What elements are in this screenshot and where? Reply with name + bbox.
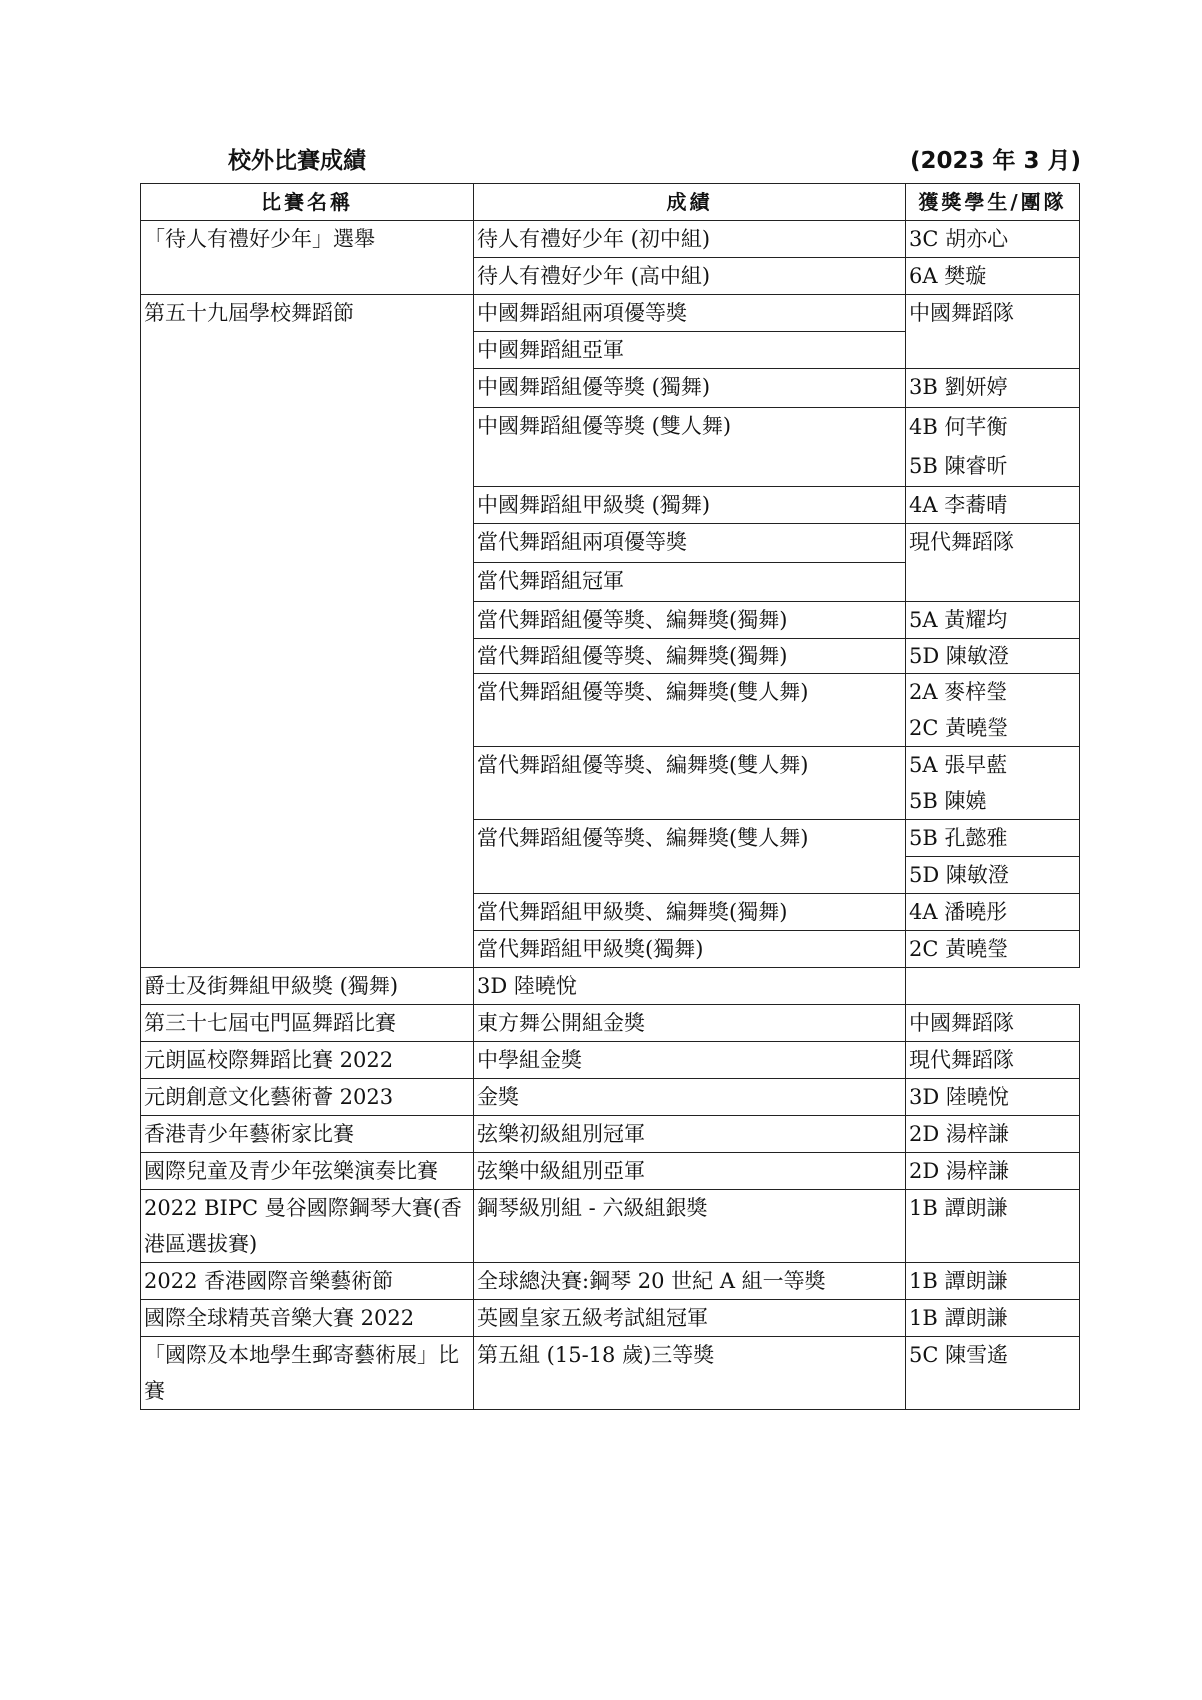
page-title: 校外比賽成績 [228, 148, 366, 174]
result-cell: 當代舞蹈組優等獎、編舞獎(雙人舞) [474, 820, 906, 894]
results-table [140, 183, 1080, 1410]
result-cell: 當代舞蹈組冠軍 [474, 563, 906, 602]
winner-cell: 3B 劉妍婷 [906, 369, 1080, 408]
winner-cell [906, 674, 1080, 747]
winner-cell: 中國舞蹈隊 [906, 295, 1080, 369]
result-cell: 中國舞蹈組優等獎 (獨舞) [474, 369, 906, 408]
table-row [141, 1263, 1080, 1300]
result-cell: 中學組金獎 [474, 1042, 906, 1079]
table-row [141, 1337, 1080, 1410]
competition-cell: 元朗區校際舞蹈比賽 2022 [141, 1042, 474, 1079]
winner-cell [906, 747, 1080, 820]
winner-name: 5B 陳嬈 [909, 789, 987, 813]
table-header-row [141, 184, 1080, 221]
result-cell: 中國舞蹈組優等獎 (雙人舞) [474, 408, 906, 487]
winner-cell: 現代舞蹈隊 [906, 524, 1080, 602]
winner-cell: 3D 陸曉悅 [906, 1079, 1080, 1116]
winner-cell: 現代舞蹈隊 [906, 1042, 1080, 1079]
result-cell: 中國舞蹈組甲級獎 (獨舞) [474, 487, 906, 524]
table-row [141, 1300, 1080, 1337]
competition-cell: 第三十七屆屯門區舞蹈比賽 [141, 1005, 474, 1042]
winner-cell: 1B 譚朗謙 [906, 1190, 1080, 1263]
competition-cell: 元朗創意文化藝術薈 2023 [141, 1079, 474, 1116]
winner-cell: 3D 陸曉悅 [474, 968, 906, 1005]
table-row [141, 1005, 1080, 1042]
result-cell: 全球總決賽:鋼琴 20 世紀 A 組一等獎 [474, 1263, 906, 1300]
result-cell: 金獎 [474, 1079, 906, 1116]
table-row [141, 221, 1080, 258]
winner-cell: 1B 譚朗謙 [906, 1300, 1080, 1337]
result-cell: 當代舞蹈組甲級獎、編舞獎(獨舞) [474, 894, 906, 931]
competition-cell: 2022 BIPC 曼谷國際鋼琴大賽(香港區選拔賽) [141, 1190, 474, 1263]
winner-cell: 5D 陳敏澄 [906, 639, 1080, 674]
winner-cell: 6A 樊璇 [906, 258, 1080, 295]
result-cell: 弦樂中級組別亞軍 [474, 1153, 906, 1190]
winner-name: 5A 張早藍 [909, 753, 1008, 777]
result-cell: 當代舞蹈組優等獎、編舞獎(雙人舞) [474, 747, 906, 820]
competition-cell: 「國際及本地學生郵寄藝術展」比賽 [141, 1337, 474, 1410]
table-row [141, 968, 1080, 1005]
winner-cell: 5A 黃耀均 [906, 602, 1080, 639]
winner-cell: 5C 陳雪遙 [906, 1337, 1080, 1410]
result-cell: 鋼琴級別組 - 六級組銀獎 [474, 1190, 906, 1263]
table-row [141, 1042, 1080, 1079]
result-cell: 第五組 (15-18 歲)三等獎 [474, 1337, 906, 1410]
winner-cell: 5D 陳敏澄 [906, 857, 1080, 894]
winner-cell: 2D 湯梓謙 [906, 1153, 1080, 1190]
result-cell: 英國皇家五級考試組冠軍 [474, 1300, 906, 1337]
result-cell: 待人有禮好少年 (初中組) [474, 221, 906, 258]
result-cell: 東方舞公開組金獎 [474, 1005, 906, 1042]
table-row [141, 1153, 1080, 1190]
competition-cell: 第五十九屆學校舞蹈節 [141, 295, 474, 968]
winner-cell: 4A 李蕎晴 [906, 487, 1080, 524]
result-cell: 當代舞蹈組優等獎、編舞獎(獨舞) [474, 602, 906, 639]
result-cell: 待人有禮好少年 (高中組) [474, 258, 906, 295]
column-header-winner: 獲獎學生/團隊 [906, 184, 1080, 221]
column-header-result: 成績 [474, 184, 906, 221]
column-header-competition: 比賽名稱 [141, 184, 474, 221]
result-cell: 當代舞蹈組兩項優等獎 [474, 524, 906, 563]
result-cell: 當代舞蹈組優等獎、編舞獎(獨舞) [474, 639, 906, 674]
result-cell: 當代舞蹈組優等獎、編舞獎(雙人舞) [474, 674, 906, 747]
winner-cell: 3C 胡亦心 [906, 221, 1080, 258]
result-cell: 爵士及街舞組甲級獎 (獨舞) [141, 968, 474, 1005]
competition-cell: 香港青少年藝術家比賽 [141, 1116, 474, 1153]
report-date: (2023 年 3 月) [910, 148, 1082, 174]
table-row [141, 1116, 1080, 1153]
winner-cell [906, 408, 1080, 487]
winner-cell: 中國舞蹈隊 [906, 1005, 1080, 1042]
winner-cell: 2D 湯梓謙 [906, 1116, 1080, 1153]
winner-name: 4B 何芊衡 [909, 415, 1008, 439]
competition-cell: 「待人有禮好少年」選舉 [141, 221, 474, 295]
winner-name: 5B 陳睿昕 [909, 454, 1008, 478]
table-row [141, 1190, 1080, 1263]
result-cell: 中國舞蹈組亞軍 [474, 332, 906, 369]
competition-cell: 2022 香港國際音樂藝術節 [141, 1263, 474, 1300]
result-cell: 當代舞蹈組甲級獎(獨舞) [474, 931, 906, 968]
table-row [141, 295, 1080, 332]
table-row [141, 1079, 1080, 1116]
competition-cell: 國際兒童及青少年弦樂演奏比賽 [141, 1153, 474, 1190]
winner-cell: 4A 潘曉彤 [906, 894, 1080, 931]
competition-cell: 國際全球精英音樂大賽 2022 [141, 1300, 474, 1337]
winner-name: 2A 麥梓瑩 [909, 680, 1008, 704]
winner-name: 2C 黃曉瑩 [909, 716, 1009, 740]
result-cell: 弦樂初級組別冠軍 [474, 1116, 906, 1153]
winner-cell: 5B 孔懿雅 [906, 820, 1080, 857]
winner-cell: 2C 黃曉瑩 [906, 931, 1080, 968]
winner-cell: 1B 譚朗謙 [906, 1263, 1080, 1300]
result-cell: 中國舞蹈組兩項優等獎 [474, 295, 906, 332]
